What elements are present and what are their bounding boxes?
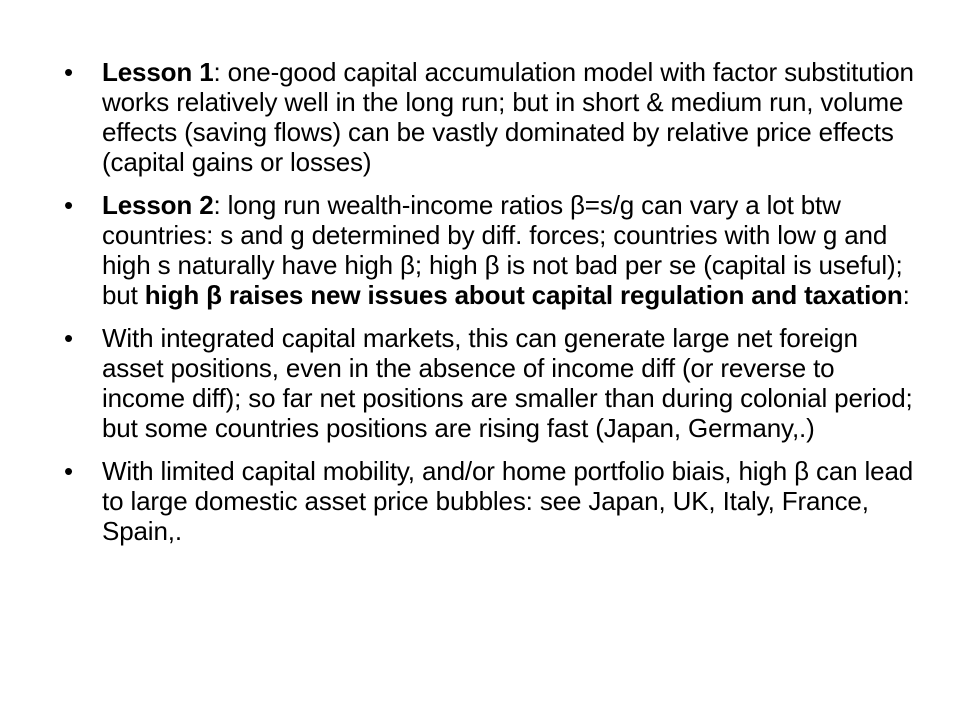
bullet-dot-icon: • [64,57,73,87]
bullet-list [64,57,924,546]
bullet-dot-icon: • [64,456,73,486]
limited-mobility-text: With limited capital mobility, and/or home portfolio biais, high β can lead to large domestic asset price bubbles: see Japan, UK, Italy, France, Spain,. [102,456,914,546]
bullet-limited-mobility [64,456,924,546]
lesson-2-heading: Lesson 2 [102,190,214,220]
bullet-dot-icon: • [64,190,73,220]
bullet-lesson-1 [64,57,924,177]
lesson-2-text: : long run wealth-income ratios β=s/g can vary a lot btw countries: s and g determined by diff. forces; countries with low g and high s naturally have high β; high β is not bad per se (capital is useful); but [102,190,903,310]
integrated-markets-text: With integrated capital markets, this can generate large net foreign asset positions, even in the absence of income diff (or reverse to income diff); so far net positions are smaller than during colonial period; but some countries positions are rising fast (Japan, Germany,.) [102,323,913,443]
bullet-dot-icon: • [64,323,73,353]
lesson-2-emphasis: high β raises new issues about capital regulation and taxation [144,280,903,310]
lesson-1-text: : one-good capital accumulation model with factor substitution works relatively well in the long run; but in short & medium run, volume effects (saving flows) can be vastly dominated by relative price effects (capital gains or losses) [102,57,914,177]
bullet-lesson-2 [64,190,924,310]
lesson-2-tail: : [902,280,910,310]
bullet-integrated-markets [64,323,924,443]
lesson-1-heading: Lesson 1 [102,57,214,87]
